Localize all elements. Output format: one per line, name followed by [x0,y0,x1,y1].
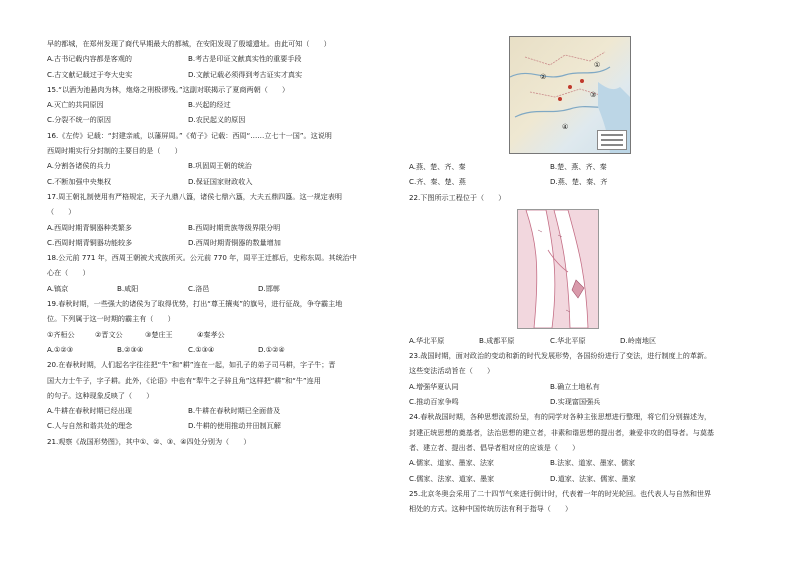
q19-item-3: ③楚庄王 [145,329,173,339]
q17-options-row1 [47,220,393,235]
q15-option-a: A.灭亡的共同原因 [47,100,104,110]
q19-item-1: ①齐桓公 [47,329,75,339]
q18-option-a: A.镐京 [47,283,69,293]
q17-option-c: C.西周时期青铜器功能较多 [47,237,133,247]
q24-stem-line2: 封建正统思想的奠基者，法治思想的建立者，非素和谐思想的提出者，兼爱非攻的倡导者。与莫基 [409,427,715,437]
q24-options-row2 [409,471,757,486]
q14-tail: 早的都城，在郑州发现了商代早期最大的都城，在安阳发现了殷墟遗址。由此可知（ ） [47,39,331,48]
q21-options-row1 [409,159,757,174]
q20-option-a: A.牛耕在春秋时期已经出现 [47,406,133,416]
q20-stem-line3: 的句子。这种现象反映了（ ） [47,390,154,400]
q15-stem: 15.“以酒为池悬肉为林，炮烙之刑极谬残。”这副对联揭示了夏商两朝（ ） [47,84,290,94]
q16-options-row2 [47,174,393,189]
q23-option-b: B.确立土地私有 [550,381,600,391]
q16-option-d: D.保证国家财政收入 [188,176,253,186]
q14-options-row2 [47,67,393,82]
q24-option-a: A.儒家、道家、墨家、法家 [409,458,495,468]
q19-item-4: ④秦孝公 [197,329,225,339]
q14-option-c: C.古文献记载过于夸大史实 [47,69,133,79]
q19-item-2: ②晋文公 [95,329,123,339]
q14-options-row1 [47,51,393,66]
q15-options-row2 [47,112,393,127]
q19-options [47,342,393,357]
q22-options [409,333,757,348]
q18-option-b: B.咸阳 [117,283,139,293]
q24-option-c: C.儒家、法家、道家、墨家 [409,473,495,483]
q14-option-a: A.古书记载内容都是客观的 [47,54,133,64]
q19-stem-line2: 位。下列属于这一时期的霸主有（ ） [47,314,175,324]
map-mark-1: ① [594,61,601,69]
q21-stem: 21.观察《战国形势图》，其中①、②、③、④四处分别为（ ） [47,436,251,446]
q23-option-a: A.增强华夏认同 [409,381,459,391]
q19-option-b: B.②③④ [117,344,144,354]
q21-option-c: C.齐、秦、楚、燕 [409,177,466,187]
q22-stem: 22.下图所示工程位于（ ） [409,192,506,202]
q15-option-b: B.兴起的经过 [188,100,231,110]
q20-stem-line2: 国大力士牛子，字子耕。此外，《论语》中也有“犁牛之子骍且角”这样把“耕”和“牛”连用 [47,375,321,385]
dujiangyan-map [517,209,599,329]
q16-option-c: C.不断加强中央集权 [47,176,111,186]
q15-option-c: C.分裂不统一的原因 [47,115,111,125]
q20-option-b: B.牛耕在春秋时期已全面普及 [188,406,281,416]
q23-stem-line1: 23.战国时期，面对政治的变动和新的时代发展形势，各国纷纷进行了变法，进行制度上的革新。 [409,351,712,361]
q14-option-d: D.文献记载必须得到考古证实才真实 [188,69,303,79]
q21-options-row2 [409,174,757,189]
q20-option-d: D.牛耕的使用推动井田制瓦解 [188,421,281,431]
q15-options-row1 [47,97,393,112]
q16-options-row1 [47,158,393,173]
q17-stem-line2: （ ） [47,207,76,217]
q22-option-d: D.岭南地区 [620,335,657,345]
q16-option-b: B.巩固周王朝的统治 [188,161,252,171]
q15-option-d: D.农民起义的原因 [188,115,246,125]
q21-option-a: A.燕、楚、齐、秦 [409,162,466,171]
q18-stem-line1: 18.公元前 771 年，西周王朝被犬戎族所灭。公元前 770 年，周平王迁都后，史称东周。其统治中 [47,253,357,263]
warring-states-map [509,36,631,154]
q17-option-a: A.西周时期青铜器种类繁多 [47,222,133,232]
q23-stem-line2: 这些变法活动旨在（ ） [409,366,495,376]
right-column [409,36,757,516]
q19-option-d: D.①②④ [258,344,285,354]
q24-option-b: B.法家、道家、墨家、儒家 [550,458,636,468]
q19-option-c: C.①③④ [188,344,215,354]
dujiangyan-map-drawing [518,210,598,328]
q19-stem-line1: 19.春秋时期，一些强大的诸侯为了取得优势，打出“尊王攘夷”的旗号，进行征战，争夺霸主地 [47,299,343,309]
q16-stem-line2: 西周时期实行分封制的主要目的是（ ） [47,146,182,156]
q17-stem: 17.周王朝礼制使用有严格规定，天子九鼎八簋，诸侯七鼎六簋，大夫五鼎四簋。这一规定表明 [47,191,343,201]
q24-option-d: D.道家、法家、儒家、墨家 [550,473,636,483]
map-mark-4: ④ [562,123,569,131]
q20-options-row1 [47,403,393,418]
q18-option-d: D.邯郸 [258,283,280,293]
q23-options-row2 [409,394,757,409]
map-mark-2: ② [540,73,547,81]
q22-option-b: B.成都平原 [479,335,515,345]
q24-options-row1 [409,455,757,470]
q20-options-row2 [47,418,393,433]
q17-option-d: D.西周时期青铜器的数量增加 [188,237,281,247]
q21-option-d: D.燕、楚、秦、齐 [550,177,608,187]
q22-option-a: A.华北平原 [409,335,445,345]
q16-option-a: A.分割各诸侯的兵力 [47,161,111,171]
map-mark-3: ③ [590,91,597,99]
q24-stem-line1: 24.春秋战国时期，各种思想流派纷呈，有的同学对各种主张思想进行整理，将它们分别描述为， [409,412,712,422]
q22-option-c: C.华北平原 [550,335,586,345]
q19-option-a: A.①②③ [47,344,74,354]
q17-option-b: B.西周时期贵族等级界限分明 [188,222,281,232]
q16-stem-line1: 16.《左传》记载：“封建亲戚，以藩屏周。”《荀子》记载：西周“……立七十一国”。这说明 [47,130,332,140]
left-column [47,36,393,449]
q25-stem-line1: 25.北京冬奥会采用了二十四节气来进行倒计时，代表着一年的时光轮回。也代表人与自然和世界 [409,488,712,498]
q21-option-b: B.楚、燕、齐、秦 [550,162,607,171]
q20-stem-line1: 20.在春秋时期，人们起名字往往把“牛”和“耕”连在一起，如孔子的弟子司马耕，字子牛；晋 [47,360,336,370]
q18-stem-line2: 心在（ ） [47,268,90,278]
q25-stem-line2: 相处的方式。这种中国传统历法有利于指导（ ） [409,504,573,514]
q23-option-c: C.推动百家争鸣 [409,397,459,407]
q20-option-c: C.人与自然和谐共处的理念 [47,421,133,431]
q23-options-row1 [409,379,757,394]
q19-items [47,327,393,342]
q18-options [47,281,393,296]
q23-option-d: D.实现富国强兵 [550,397,601,407]
q14-option-b: B.考古是印证文献真实性的重要手段 [188,54,302,64]
q18-option-c: C.洛邑 [188,283,210,293]
q24-stem-line3: 者、建立者、提出者、倡导者相对应的应该是（ ） [409,442,580,452]
map-legend [597,130,627,150]
q17-options-row2 [47,235,393,250]
